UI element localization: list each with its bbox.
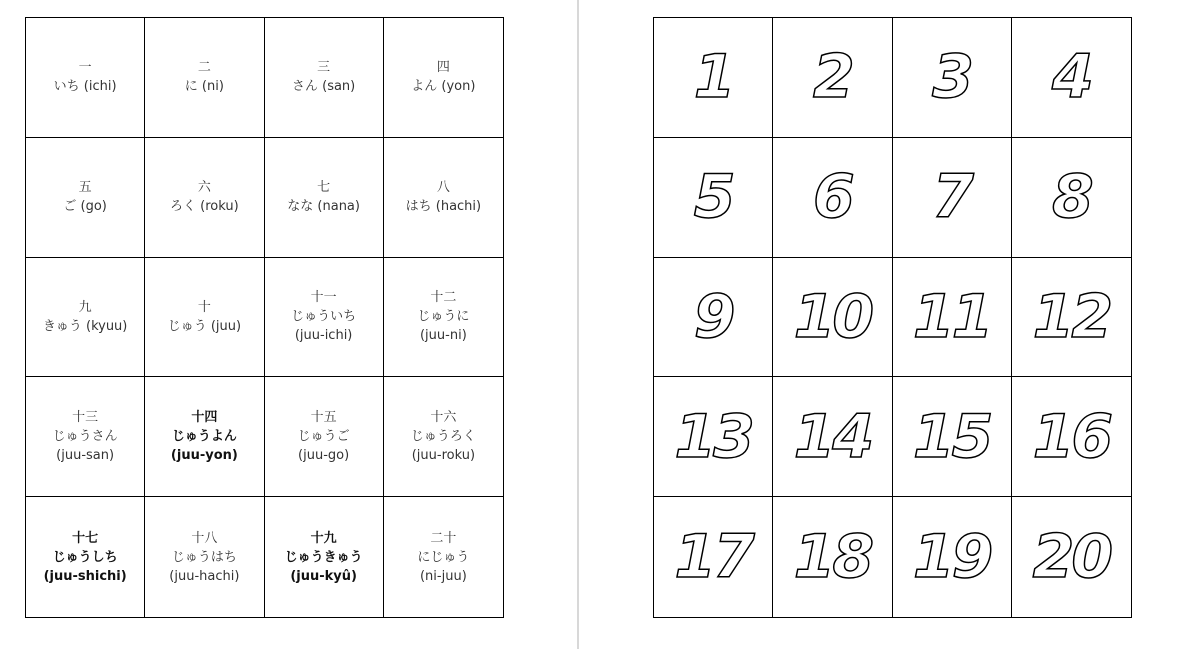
card-kana: じゅうしち [52, 549, 118, 565]
card-kanji: 十八 [191, 530, 218, 546]
number-card [773, 18, 892, 138]
card-kanji: 三 [317, 60, 331, 76]
card-numeral: 19 [912, 522, 991, 593]
number-card [893, 377, 1012, 497]
japanese-card [384, 18, 503, 138]
card-numeral: 9 [693, 281, 733, 352]
japanese-card [145, 18, 264, 138]
japanese-card [265, 18, 384, 138]
japanese-card [384, 377, 503, 497]
japanese-card [145, 377, 264, 497]
card-kanji: 十二 [430, 290, 457, 306]
card-kana: ご (go) [63, 199, 107, 215]
number-card [654, 497, 773, 617]
card-kanji: 九 [78, 299, 92, 315]
number-card [654, 18, 773, 138]
japanese-card [384, 138, 503, 258]
japanese-card [145, 138, 264, 258]
card-numeral: 16 [1032, 401, 1111, 472]
japanese-card [384, 497, 503, 617]
japanese-card [26, 138, 145, 258]
japanese-card [26, 377, 145, 497]
number-card [1012, 18, 1131, 138]
card-numeral: 13 [674, 401, 752, 472]
number-card [654, 377, 773, 497]
number-card [773, 138, 892, 258]
card-kana: じゅういち [291, 309, 357, 325]
number-card [893, 18, 1012, 138]
card-kanji: 二 [197, 60, 211, 76]
japanese-card [265, 138, 384, 258]
card-numeral: 17 [674, 522, 752, 593]
card-numeral: 6 [813, 162, 852, 233]
card-numeral: 11 [912, 281, 991, 352]
card-kana: にじゅう [417, 549, 470, 565]
card-kanji: 六 [197, 180, 211, 196]
card-numeral: 4 [1052, 42, 1091, 113]
card-numeral: 20 [1032, 522, 1111, 593]
number-card [893, 138, 1012, 258]
number-card [654, 138, 773, 258]
card-numeral: 10 [793, 281, 872, 352]
card-numeral: 2 [813, 42, 852, 113]
card-numeral: 8 [1052, 162, 1091, 233]
card-kanji: 十三 [72, 410, 99, 426]
card-kanji: 十一 [310, 290, 337, 306]
card-kanji: 十四 [191, 410, 218, 426]
numerals-table [653, 17, 1132, 618]
card-romaji: (juu-yon) [170, 448, 238, 464]
card-romaji: (juu-ni) [419, 328, 467, 344]
card-kanji: 五 [78, 180, 92, 196]
card-numeral: 7 [932, 162, 971, 233]
number-card [773, 377, 892, 497]
card-romaji: (juu-san) [56, 448, 115, 464]
card-kanji: 十五 [310, 410, 337, 426]
card-kanji: 一 [78, 60, 92, 76]
card-romaji: (juu-hachi) [169, 568, 240, 584]
japanese-card [26, 18, 145, 138]
card-numeral: 15 [912, 401, 991, 472]
card-numeral: 12 [1032, 281, 1111, 352]
card-numeral: 14 [793, 401, 872, 472]
number-card [1012, 497, 1131, 617]
number-card [1012, 258, 1131, 378]
japanese-card [265, 497, 384, 617]
card-romaji: (juu-go) [298, 448, 350, 464]
card-kanji: 四 [436, 60, 450, 76]
card-kana: じゅうに [417, 309, 470, 325]
card-kana: さん (san) [291, 79, 356, 95]
page-divider [577, 0, 579, 649]
number-card [1012, 377, 1131, 497]
card-kana: じゅうよん [171, 429, 237, 445]
card-kana: じゅうさん [52, 429, 118, 445]
japanese-card [145, 497, 264, 617]
card-numeral: 18 [793, 522, 872, 593]
japanese-numbers-table [25, 17, 504, 618]
number-card [893, 497, 1012, 617]
card-numeral: 3 [932, 42, 971, 113]
card-numeral: 5 [693, 162, 733, 233]
card-kana: じゅうろく [410, 429, 476, 445]
number-card [893, 258, 1012, 378]
card-kanji: 八 [436, 180, 450, 196]
card-numeral: 1 [693, 42, 733, 113]
card-kana: に (ni) [184, 79, 224, 95]
number-card [773, 258, 892, 378]
card-kanji: 十六 [430, 410, 457, 426]
card-kana: じゅうはち [171, 549, 237, 565]
number-card [654, 258, 773, 378]
number-card [1012, 138, 1131, 258]
japanese-card [26, 497, 145, 617]
card-kana: はち (hachi) [405, 199, 482, 215]
card-kana: じゅうきゅう [284, 549, 363, 565]
number-card [773, 497, 892, 617]
card-kana: よん (yon) [411, 79, 476, 95]
card-kana: なな (nana) [287, 199, 360, 215]
japanese-card [26, 258, 145, 378]
card-romaji: (juu-ichi) [294, 328, 353, 344]
card-romaji: (juu-roku) [411, 448, 476, 464]
card-kana: ろく (roku) [170, 199, 239, 215]
card-kanji: 十九 [310, 530, 337, 546]
card-kanji: 十 [197, 299, 211, 315]
card-kanji: 七 [317, 180, 331, 196]
card-kanji: 十七 [72, 530, 99, 546]
card-kanji: 二十 [430, 530, 457, 546]
card-kana: きゅう (kyuu) [42, 318, 128, 334]
card-kana: じゅう (juu) [167, 318, 242, 334]
japanese-card [265, 258, 384, 378]
card-kana: いち (ichi) [53, 79, 117, 95]
card-romaji: (ni-juu) [419, 568, 467, 584]
japanese-card [384, 258, 503, 378]
card-kana: じゅうご [297, 429, 350, 445]
card-romaji: (juu-kyû) [290, 568, 357, 584]
japanese-card [265, 377, 384, 497]
japanese-card [145, 258, 264, 378]
card-romaji: (juu-shichi) [43, 568, 127, 584]
